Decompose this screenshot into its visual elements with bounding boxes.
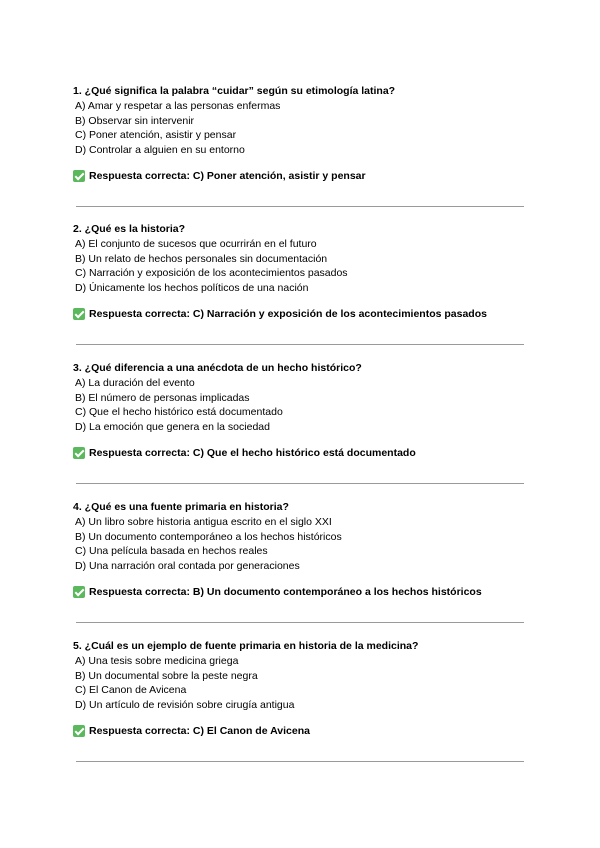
question-block [73, 639, 525, 738]
answer-option: D) Controlar a alguien en su entorno [75, 144, 245, 157]
answer-option: C) El Canon de Avicena [75, 684, 187, 697]
correct-answer [73, 169, 525, 183]
check-mark-icon [73, 586, 85, 598]
correct-answer [73, 446, 525, 460]
answer-option: A) Un libro sobre historia antigua escrito en el siglo XXI [75, 516, 332, 528]
question-title: 2. ¿Qué es la historia? [73, 223, 186, 235]
check-mark-icon [73, 725, 85, 737]
answer-option: C) Poner atención, asistir y pensar [75, 129, 237, 142]
divider [76, 761, 524, 762]
answer-option: C) Narración y exposición de los acontecimientos pasados [75, 267, 348, 280]
answer-option: D) Un artículo de revisión sobre cirugía antigua [75, 699, 295, 712]
answer-option: B) Un documento contemporáneo a los hechos históricos [75, 530, 342, 543]
correct-answer-text: Respuesta correcta: C) Poner atención, asistir y pensar [89, 169, 366, 182]
check-mark-icon [73, 308, 85, 320]
answer-option: A) El conjunto de sucesos que ocurrirán en el futuro [75, 238, 317, 250]
divider [76, 483, 524, 484]
correct-answer [73, 724, 525, 738]
correct-answer-text: Respuesta correcta: C) El Canon de Avicena [89, 724, 310, 737]
check-mark-icon [73, 170, 85, 182]
answer-option: B) Un documental sobre la peste negra [75, 669, 258, 682]
answer-option: A) Amar y respetar a las personas enfermas [75, 100, 281, 112]
correct-answer-text: Respuesta correcta: B) Un documento contemporáneo a los hechos históricos [89, 585, 482, 598]
answer-option: A) Una tesis sobre medicina griega [75, 655, 239, 667]
question-title: 1. ¿Qué significa la palabra “cuidar” según su etimología latina? [73, 85, 396, 97]
answer-option: B) El número de personas implicadas [75, 391, 250, 404]
answer-option: D) Únicamente los hechos políticos de una nación [75, 282, 309, 295]
answer-option: C) Una película basada en hechos reales [75, 545, 268, 558]
question-title: 5. ¿Cuál es un ejemplo de fuente primaria en historia de la medicina? [73, 640, 419, 652]
question-block [73, 500, 525, 599]
correct-answer-text: Respuesta correcta: C) Narración y exposición de los acontecimientos pasados [89, 307, 487, 320]
answer-option: B) Un relato de hechos personales sin documentación [75, 252, 328, 265]
divider [76, 622, 524, 623]
answer-option: B) Observar sin intervenir [75, 114, 195, 127]
question-block [73, 84, 525, 183]
answer-option: D) Una narración oral contada por generaciones [75, 560, 300, 573]
answer-option: C) Que el hecho histórico está documentado [75, 406, 283, 419]
correct-answer [73, 307, 525, 321]
question-title: 3. ¿Qué diferencia a una anécdota de un hecho histórico? [73, 362, 362, 374]
answer-option: A) La duración del evento [75, 377, 195, 389]
divider [76, 206, 524, 207]
question-block [73, 222, 525, 321]
question-title: 4. ¿Qué es una fuente primaria en historia? [73, 501, 289, 513]
answer-option: D) La emoción que genera en la sociedad [75, 421, 270, 434]
correct-answer [73, 585, 525, 599]
check-mark-icon [73, 447, 85, 459]
correct-answer-text: Respuesta correcta: C) Que el hecho histórico está documentado [89, 446, 416, 459]
divider [76, 344, 524, 345]
question-block [73, 361, 525, 460]
